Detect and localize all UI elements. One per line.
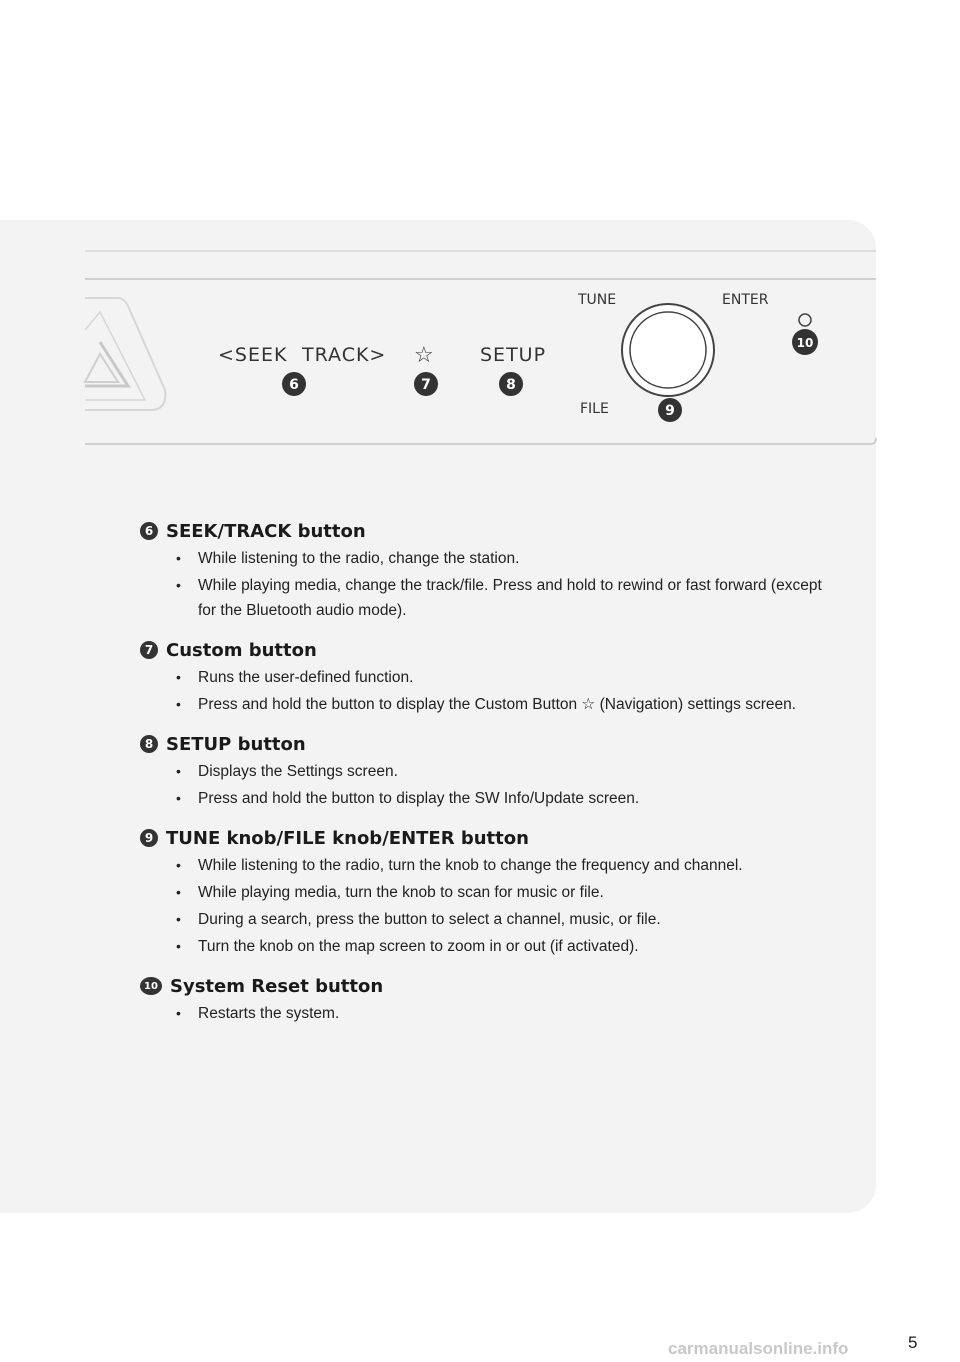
section-heading <box>140 731 840 757</box>
section-title: SEEK/TRACK button <box>166 520 366 542</box>
bullet-list <box>140 665 840 717</box>
section-setup <box>140 731 840 811</box>
callout-6 <box>282 372 306 396</box>
callout-number: 6 <box>140 522 158 540</box>
panel-face-bottom <box>85 438 876 444</box>
svg-text:6: 6 <box>289 377 299 393</box>
button-descriptions <box>140 518 840 1040</box>
bullet-item: • Turn the knob on the map screen to zoom in or out (if activated). <box>170 934 840 959</box>
section-tune-knob <box>140 825 840 959</box>
bullet-item: • Restarts the system. <box>170 1001 840 1026</box>
section-seek-track <box>140 518 840 623</box>
reset-button[interactable] <box>799 314 811 326</box>
watermark-url: carmanualsonline.info <box>668 1339 849 1358</box>
tune-label: TUNE <box>578 292 617 308</box>
tune-knob[interactable] <box>622 304 714 396</box>
bullet-item: • Press and hold the button to display the Custom Button ☆ (Navigation) settings screen. <box>170 692 840 717</box>
bullet-list <box>140 853 840 959</box>
section-heading <box>140 825 840 851</box>
callout-7 <box>414 372 438 396</box>
svg-text:9: 9 <box>665 403 675 419</box>
svg-text:8: 8 <box>506 377 516 393</box>
track-button-label[interactable]: TRACK> <box>302 344 387 366</box>
bullet-item: • While listening to the radio, turn the knob to change the frequency and channel. <box>170 853 840 878</box>
bullet-item: • While playing media, change the track/file. Press and hold to rewind or fast forward (except for the Bluetooth audio mode). <box>170 573 840 623</box>
hazard-icon <box>85 298 165 410</box>
callout-number: 8 <box>140 735 158 753</box>
bullet-item: • Press and hold the button to display the SW Info/Update screen. <box>170 786 840 811</box>
bullet-list <box>140 546 840 623</box>
seek-button-label[interactable]: <SEEK <box>218 344 288 366</box>
svg-text:10: 10 <box>796 336 814 350</box>
svg-text:7: 7 <box>421 377 431 393</box>
bullet-item: • During a search, press the button to select a channel, music, or file. <box>170 907 840 932</box>
section-title: SETUP button <box>166 733 306 755</box>
section-heading <box>140 973 840 999</box>
page-number: 5 <box>908 1333 918 1352</box>
bullet-item: • Runs the user-defined function. <box>170 665 840 690</box>
section-title: System Reset button <box>170 975 384 997</box>
section-heading <box>140 518 840 544</box>
control-panel-diagram <box>0 220 960 480</box>
section-heading <box>140 637 840 663</box>
callout-8 <box>499 372 523 396</box>
section-title: Custom button <box>166 639 317 661</box>
enter-label: ENTER <box>722 292 769 308</box>
file-label: FILE <box>580 401 609 417</box>
callout-number: 7 <box>140 641 158 659</box>
callout-number: 10 <box>140 977 162 995</box>
bullet-item: • While listening to the radio, change the station. <box>170 546 840 571</box>
bullet-list <box>140 1001 840 1026</box>
section-system-reset <box>140 973 840 1026</box>
bullet-item: • Displays the Settings screen. <box>170 759 840 784</box>
callout-10 <box>792 329 818 355</box>
custom-star-icon[interactable]: ☆ <box>414 343 434 368</box>
bullet-list <box>140 759 840 811</box>
section-title: TUNE knob/FILE knob/ENTER button <box>166 827 529 849</box>
section-custom <box>140 637 840 717</box>
callout-9 <box>658 398 682 422</box>
callout-number: 9 <box>140 829 158 847</box>
bullet-item: • While playing media, turn the knob to scan for music or file. <box>170 880 840 905</box>
setup-button-label[interactable]: SETUP <box>480 344 547 366</box>
